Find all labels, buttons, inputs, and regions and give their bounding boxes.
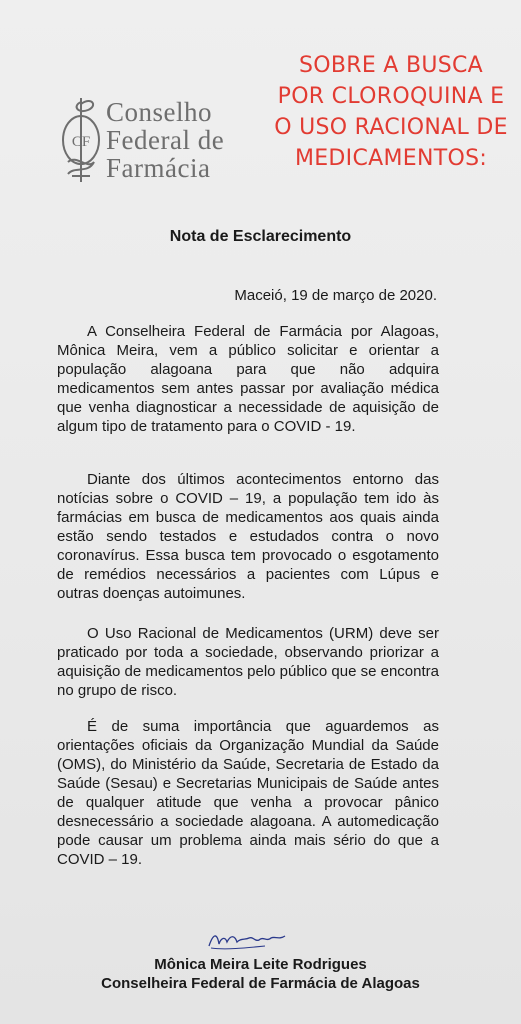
document-title: Nota de Esclarecimento bbox=[169, 228, 352, 245]
headline-banner bbox=[268, 50, 514, 174]
logo-line-2: Federal de bbox=[106, 125, 225, 155]
paragraph-1: A Conselheira Federal de Farmácia por Alagoas, Mônica Meira, vem a público solicitar e orientar a população alagoana para que não adquira medicamentos sem antes passar por avaliação médica que venha diagnosticar a necessidade de aquisição de algum tipo de tratamento para o COVID - 19. bbox=[57, 323, 439, 435]
handwritten-signature bbox=[205, 924, 295, 954]
signer-title: Conselheira Federal de Farmácia de Alagoas bbox=[101, 975, 420, 992]
paragraph-2: Diante dos últimos acontecimentos entorno das notícias sobre o COVID – 19, a população tem ido às farmácias em busca de medicamentos aos quais ainda estão sendo testados e estudados contra o novo coronavírus. Essa busca tem provocado o esgotamento de remédios necessários a pacientes com Lúpus e outras doenças autoimunes. bbox=[57, 471, 439, 602]
logo-line-3: Farmácia bbox=[106, 153, 211, 183]
logo-wordmark bbox=[106, 98, 224, 182]
cff-logo bbox=[58, 92, 263, 188]
banner-line-2: POR CLOROQUINA E bbox=[277, 84, 505, 109]
document-date: Maceió, 19 de março de 2020. bbox=[234, 287, 437, 304]
banner-line-4: MEDICAMENTOS: bbox=[294, 146, 488, 171]
caduceus-emblem-icon bbox=[58, 92, 104, 188]
signer-name: Mônica Meira Leite Rodrigues bbox=[154, 956, 367, 973]
paragraph-3: O Uso Racional de Medicamentos (URM) deve ser praticado por toda a sociedade, observando priorizar a aquisição de medicamentos pelo público que se encontra no grupo de risco. bbox=[57, 625, 439, 699]
paragraph-4: É de suma importância que aguardemos as orientações oficiais da Organização Mundial da Saúde (OMS), do Ministério da Saúde, Secretaria de Estado da Saúde (Sesau) e Secretarias Municipais de Saúde antes de qualquer atitude que venha a provocar pânico desnecessário a sociedade alagoana. A automedicação pode causar um problema ainda mais sério do que a COVID – 19. bbox=[57, 718, 439, 868]
banner-line-3: O USO RACIONAL DE bbox=[274, 115, 508, 140]
cf-monogram: CF bbox=[71, 134, 91, 150]
logo-line-1: Conselho bbox=[106, 97, 213, 127]
banner-line-1: SOBRE A BUSCA bbox=[298, 53, 484, 78]
